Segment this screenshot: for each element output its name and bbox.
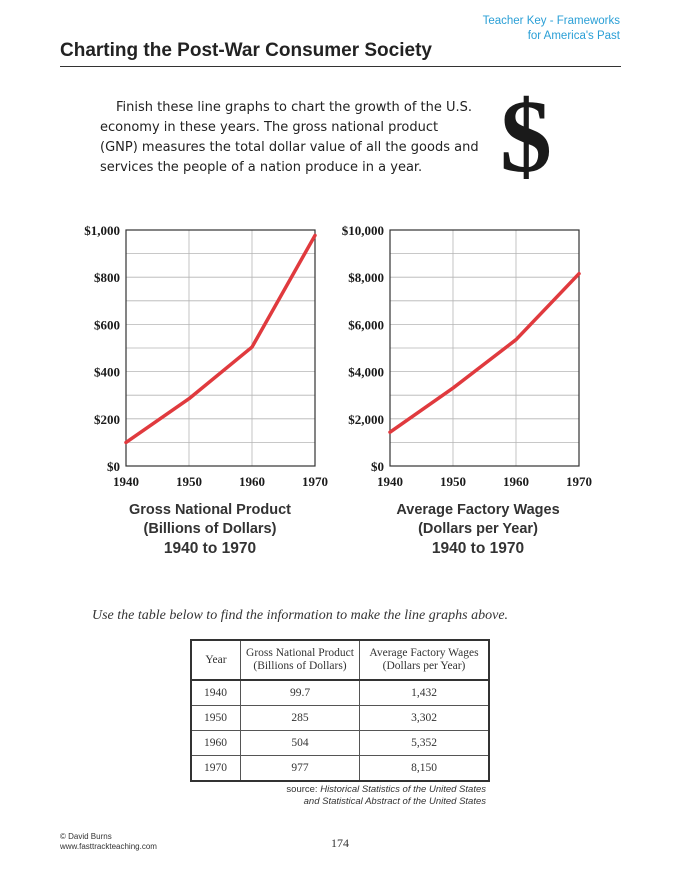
cell-year: 1940 <box>191 680 241 706</box>
header-gnp <box>241 640 360 680</box>
page-title: Charting the Post-War Consumer Society <box>60 40 432 61</box>
cell-wages: 1,432 <box>360 680 490 706</box>
header-gnp-line2: (Billions of Dollars) <box>253 660 347 672</box>
cell-wages: 5,352 <box>360 731 490 756</box>
y-tick-label: $4,000 <box>348 364 384 380</box>
title-divider <box>60 66 621 67</box>
source-line2: and Statistical Abstract of the United States <box>303 796 486 807</box>
table-instruction: Use the table below to find the information to make the line graphs above. <box>92 608 509 623</box>
y-tick-label: $600 <box>94 317 120 333</box>
x-tick-label: 1970 <box>302 474 328 489</box>
header-wages-line1: Average Factory Wages <box>369 647 479 659</box>
teacher-key-label <box>400 14 620 44</box>
table-row <box>191 756 489 782</box>
source-prefix: source: <box>286 784 321 795</box>
y-tick-label: $400 <box>94 364 120 380</box>
data-table <box>190 639 490 782</box>
gnp-line-chart <box>70 220 340 500</box>
x-tick-label: 1950 <box>440 474 466 489</box>
wages-chart-caption <box>368 501 588 558</box>
cell-gnp: 285 <box>241 706 360 731</box>
header-wages-line2: (Dollars per Year) <box>382 660 466 672</box>
wages-caption-years: 1940 to 1970 <box>431 540 525 557</box>
wages-caption-units: (Dollars per Year) <box>418 521 538 537</box>
cell-year: 1950 <box>191 706 241 731</box>
header-wages <box>360 640 490 680</box>
website-text: www.fasttrackteaching.com <box>60 842 157 851</box>
y-tick-label: $0 <box>371 459 384 474</box>
y-tick-label: $10,000 <box>341 223 384 238</box>
cell-wages: 3,302 <box>360 706 490 731</box>
cell-wages: 8,150 <box>360 756 490 782</box>
table-row <box>191 706 489 731</box>
teacher-key-line2: for America's Past <box>527 30 620 42</box>
cell-year: 1970 <box>191 756 241 782</box>
table-row <box>191 731 489 756</box>
y-tick-label: $2,000 <box>348 411 384 427</box>
gnp-caption-title: Gross National Product <box>129 502 291 518</box>
series-line <box>390 274 579 433</box>
gnp-caption-units: (Billions of Dollars) <box>143 521 277 537</box>
x-tick-label: 1960 <box>239 474 265 489</box>
source-line1: Historical Statistics of the United States <box>320 784 486 795</box>
table-row <box>191 680 489 706</box>
cell-year: 1960 <box>191 731 241 756</box>
x-tick-label: 1940 <box>113 474 139 489</box>
header-year: Year <box>191 640 241 680</box>
cell-gnp: 504 <box>241 731 360 756</box>
copyright-notice <box>60 832 157 852</box>
x-tick-label: 1950 <box>176 474 202 489</box>
y-tick-label: $200 <box>94 411 120 427</box>
dollar-sign-icon: $ <box>500 79 552 194</box>
page-number: 174 <box>331 836 349 850</box>
cell-gnp: 99.7 <box>241 680 360 706</box>
x-tick-label: 1970 <box>566 474 592 489</box>
source-citation <box>262 784 486 808</box>
gnp-chart-caption <box>100 501 320 558</box>
y-tick-label: $6,000 <box>348 317 384 333</box>
x-tick-label: 1960 <box>503 474 529 489</box>
factory-wages-line-chart <box>330 220 600 500</box>
x-tick-label: 1940 <box>377 474 403 489</box>
series-line <box>126 235 315 442</box>
y-tick-label: $1,000 <box>84 223 120 238</box>
table-header-row <box>191 640 489 680</box>
y-tick-label: $800 <box>94 270 120 286</box>
header-gnp-line1: Gross National Product <box>246 647 354 659</box>
intro-text: Finish these line graphs to chart the growth of the U.S. economy in these years. The gross national product (GNP) measures the total dollar value of all the goods and services the people of a nation produce in a year. <box>100 100 479 175</box>
gnp-caption-years: 1940 to 1970 <box>163 540 257 557</box>
y-tick-label: $0 <box>107 459 120 474</box>
intro-paragraph <box>100 98 480 178</box>
y-tick-label: $8,000 <box>348 270 384 286</box>
cell-gnp: 977 <box>241 756 360 782</box>
wages-caption-title: Average Factory Wages <box>396 502 560 518</box>
teacher-key-line1: Teacher Key - Frameworks <box>482 15 620 27</box>
copyright-text: © David Burns <box>60 832 112 841</box>
